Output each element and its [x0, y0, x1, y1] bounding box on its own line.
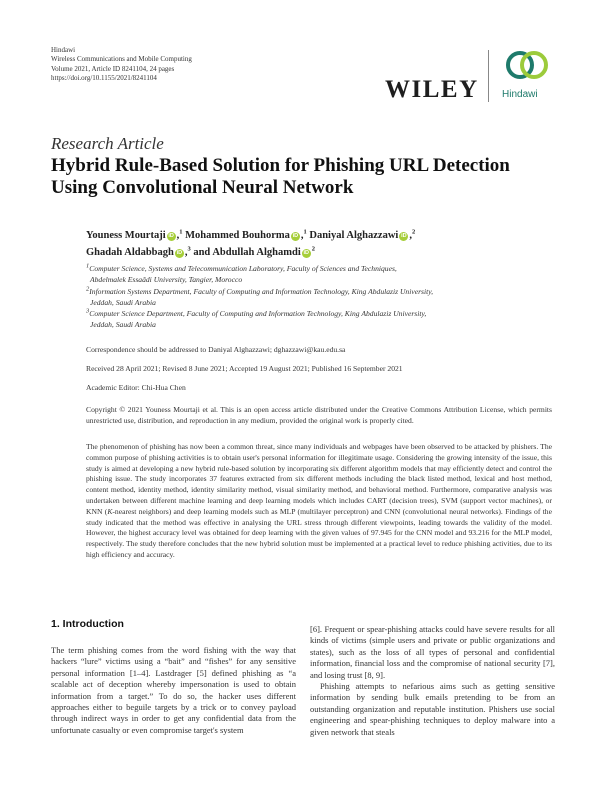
journal-name: Wireless Communications and Mobile Computing [51, 55, 192, 64]
affiliation-num: 2 [86, 285, 90, 293]
publication-dates: Received 28 April 2021; Revised 8 June 2021; Accepted 19 August 2021; Published 16 September 2021 [86, 364, 403, 373]
abstract-italic: K [107, 506, 113, 516]
author-name: Mohammed Bouhorma [185, 230, 290, 241]
correspondence: Correspondence should be addressed to Daniyal Alghazzawi; dghazzawi@kau.edu.sa [86, 345, 346, 354]
academic-editor: Academic Editor: Chi-Hua Chen [86, 383, 186, 392]
publisher-name: Hindawi [51, 46, 76, 54]
orcid-icon[interactable]: iD [292, 233, 299, 239]
affiliation-num: 1 [86, 262, 90, 270]
author-list: Youness Mourtaji iD ,$^1$ Mohammed Bouhorma iD ,$^1$ Daniyal Alghazzawi iD ,$^2$ Ghadah Aldabbagh iD ,$^3$ and Abdullah Alghamdi $iD^2$ [86, 228, 416, 258]
affiliation-num: 3 [86, 307, 90, 315]
author-name: Youness Mourtaji [86, 230, 166, 241]
abstract [86, 442, 552, 561]
paragraph: [6]. Frequent or spear-phishing attacks could have severe results for all kinds of victims (simple users and private or public organizations and states), such as the loss of all types of personal and confidential information, financial loss and the compromise of national security [7], and losing trust [8, 9]. [310, 624, 555, 680]
hindawi-logo-icon [498, 48, 558, 84]
paragraph: The term phishing comes from the word fishing with the way that hackers “lure” victims using a “bait” and “fishes” for any sensitive personal information [1–4]. Lastdrager [5] defined phishing as “a scalable act of deception whereby impersonation is used to obtain information from a target.” To do so, the hacker uses different approaches either to beguile targets by a trick or to convey payload through indirect ways in order to get any confidential data from the unfortunate casualty or even compromise target's system [51, 645, 296, 735]
author-name: Ghadah Aldabbagh [86, 247, 174, 258]
author-affil-num: 1 [303, 228, 307, 236]
doi-link[interactable]: https://doi.org/10.1155/2021/8241104 [51, 73, 157, 82]
orcid-icon[interactable]: iD [303, 250, 309, 256]
paragraph: Phishing attempts to nefarious aims such as getting sensitive information by sending bulk emails pretending to be from an outstanding organization and reputable institution. Phishers use social engineering and spear-phishing techniques to deploy malware into a given network that steals [310, 681, 555, 737]
volume-info: Volume 2021, Article ID 8241104, 24 pages [51, 64, 175, 73]
body-column-right [310, 624, 555, 738]
affiliation-item [86, 308, 526, 319]
affiliation-line: Computer Science, Systems and Telecommunication Laboratory, Faculty of Sciences and Techniques, [89, 264, 397, 273]
body-column-left [51, 645, 296, 736]
copyright-notice: Copyright © 2021 Youness Mourtaji et al. This is an open access article distributed under the Creative Commons Attribution License, which permits unrestricted use, distribution, and reproduction in any medium, provided the original work is properly cited. [86, 405, 552, 425]
orcid-icon[interactable]: iD [176, 250, 183, 256]
affiliation-item [86, 286, 526, 297]
author-name: Daniyal Alghazzawi [309, 230, 399, 241]
hindawi-wordmark: Hindawi [502, 89, 538, 100]
article-type: Research Article [51, 134, 164, 153]
journal-header [51, 46, 192, 83]
abstract-text: -nearest neighbors) and deep learning models such as MLP (multilayer perceptron) and CNN (convolutional neural networks). Findings of the study indicated that the method was effective in analysing the URL stress through different viewpoints, leading towards the validity of the model. However, the highest accuracy level was obtained for deep learning with the given values of 97.945 for the CNN model and 93.216 for the MLP model, respectively. The study therefore concludes that the new hybrid solution must be implemented at a practical level to reduce phishing activities, due to its high efficiency and accuracy. [86, 506, 552, 559]
author-affil-num: 1 [179, 228, 183, 236]
logo-divider [488, 50, 489, 102]
author-affil-num: 2 [311, 245, 315, 253]
section-heading: 1. Introduction [51, 618, 124, 630]
author-name: Abdullah Alghamdi [212, 247, 301, 258]
author-conjunction: and [193, 247, 211, 258]
author-affil-num: 2 [411, 228, 416, 236]
affiliation-line: Computer Science Department, Faculty of Computing and Information Technology, King Abdulaziz University, [89, 309, 427, 319]
wiley-logo: WILEY [385, 76, 479, 103]
orcid-icon[interactable]: iD [401, 233, 407, 239]
affiliation-line: Information Systems Department, Faculty of Computing and Information Technology, King Abdulaziz University, [89, 286, 434, 296]
affiliations [86, 263, 526, 331]
affiliation-item [86, 263, 526, 274]
article-title: Hybrid Rule-Based Solution for Phishing URL Detection Using Convolutional Neural Network [51, 155, 510, 198]
orcid-icon[interactable]: iD [168, 233, 174, 239]
affiliation-line: Abdelmalek Essaâdi University, Tangier, Morocco [90, 275, 243, 285]
affiliation-line: Jeddah, Saudi Arabia [90, 297, 156, 307]
abstract-text: The phenomenon of phishing has now been a common threat, since many individuals and webpages have been observed to be attacked by phishers. The common purpose of phishing activities is to obtain user's personal information for illegitimate usage. Considering the growing intensity of the issue, this study is aimed at developing a new hybrid rule-based solution by incorporating six different algorithm models that may efficiently detect and control the phishing issue. The study incorporates 37 features extracted from six different methods including the black listed method, lexical and host method, content method, identity method, identity similarity method, visual similarity method, and behavioral method. Furthermore, comparative analysis was undertaken between different machine learning and deep learning models which includes CART (decision trees), SVM (support vector machines), or KNN ( [86, 442, 552, 516]
author-affil-num: 3 [187, 245, 191, 253]
affiliation-line: Jeddah, Saudi Arabia [90, 320, 156, 330]
